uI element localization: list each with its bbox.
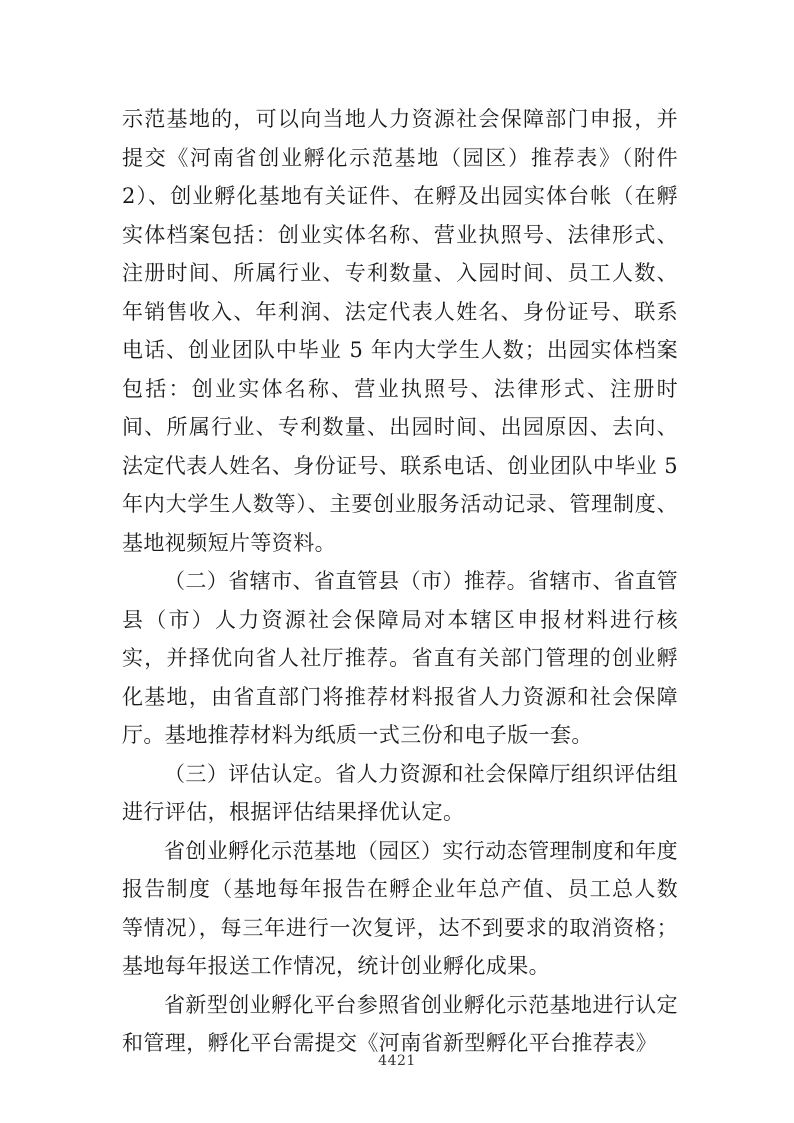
body-text <box>122 100 678 1063</box>
paragraph-city-recommendation: （二）省辖市、省直管县（市）推荐。省辖市、省直管县（市）人力资源社会保障局对本辖区申报材料进行核实，并择优向省人社厅推荐。省直有关部门管理的创业孵化基地，由省直部门将推荐材料报省人力资源和社会保障厅。基地推荐材料为纸质一式三份和电子版一套。 <box>122 569 678 747</box>
paragraph-application-materials: 示范基地的，可以向当地人力资源社会保障部门申报，并提交《河南省创业孵化示范基地（园区）推荐表》（附件 2）、创业孵化基地有关证件、在孵及出园实体台帐（在孵实体档案包括：创业实体名称、营业执照号、法律形式、注册时间、所属行业、专利数量、入园时间、员工人数、年销售收入、年利润、法定代表人姓名、身份证号、联系电话、创业团队中毕业 5 年内大学生人数；出园实体档案包括：创业实体名称、营业执照号、法律形式、注册时间、所属行业、专利数量、出园时间、出园原因、去向、法定代表人姓名、身份证号、联系电话、创业团队中毕业 5 年内大学生人数等）、主要创业服务活动记录、管理制度、基地视频短片等资料。 <box>122 107 678 555</box>
page-number: 4421 <box>378 1053 416 1069</box>
paragraph-evaluation: （三）评估认定。省人力资源和社会保障厅组织评估组进行评估，根据评估结果择优认定。 <box>122 761 678 824</box>
paragraph-new-platform: 省新型创业孵化平台参照省创业孵化示范基地进行认定和管理，孵化平台需提交《河南省新型孵化平台推荐表》 <box>122 992 678 1055</box>
paragraph-dynamic-management: 省创业孵化示范基地（园区）实行动态管理制度和年度报告制度（基地每年报告在孵企业年总产值、员工总人数等情况），每三年进行一次复评，达不到要求的取消资格；基地每年报送工作情况，统计创业孵化成果。 <box>122 838 678 978</box>
